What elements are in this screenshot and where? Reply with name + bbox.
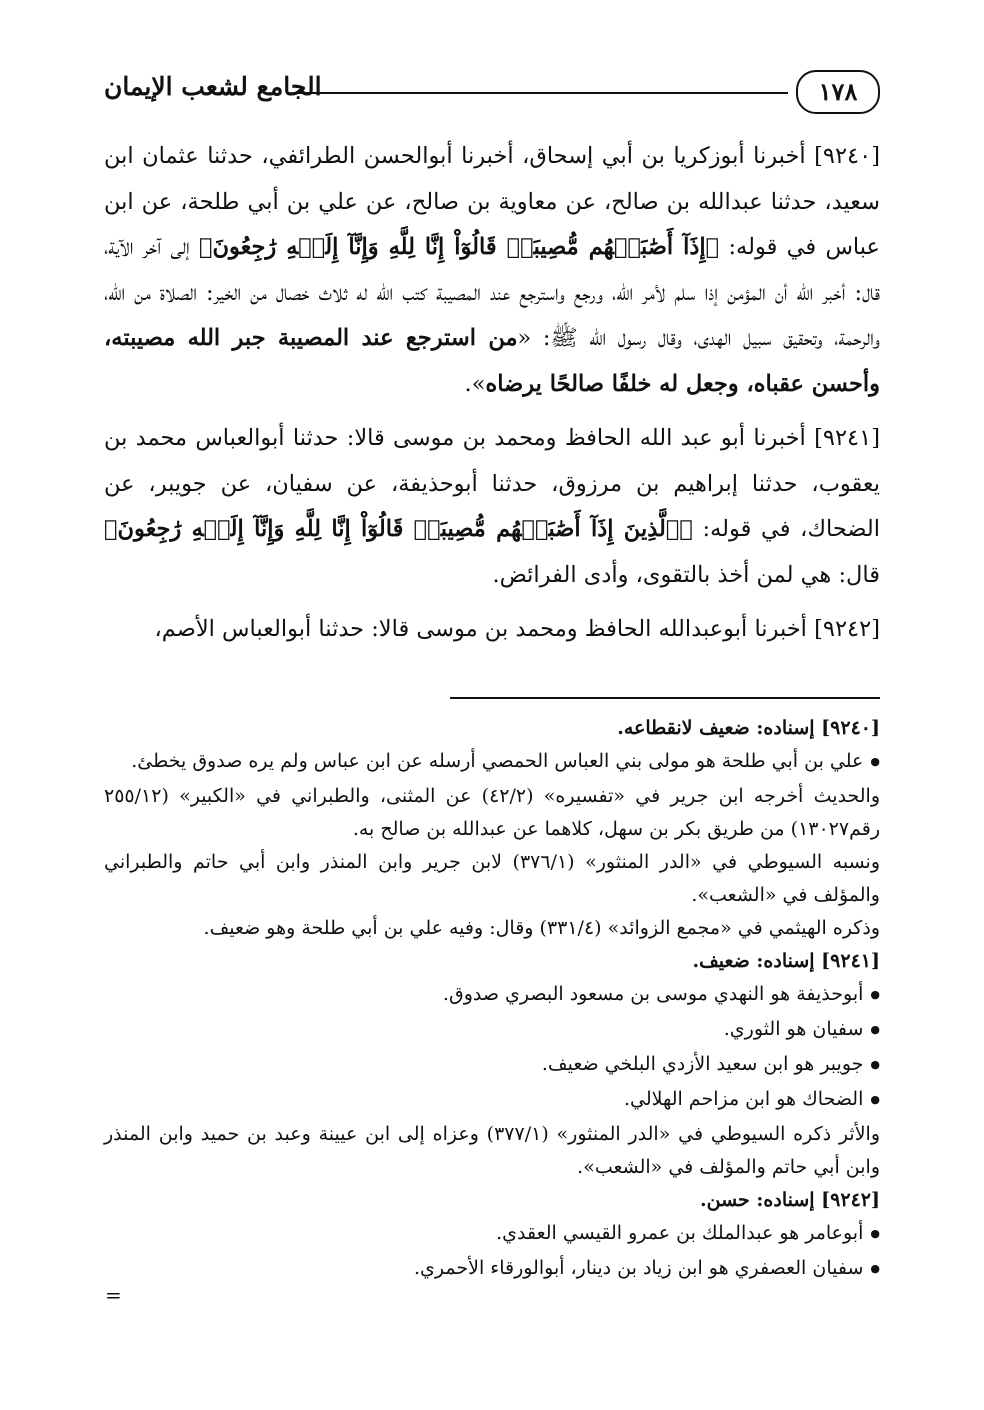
quran-verse: ﴿ٱلَّذِينَ إِذَآ أَصَٰبَتۡهُم مُّصِيبَةٞ قَالُوٓاْ إِنَّا لِلَّهِ وَإِنَّآ إِلَيۡهِ رَٰجِعُونَ﴾ <box>104 516 693 542</box>
text-segment: قال: هي لمن أخذ بالتقوى، وأدى الفرائض. <box>492 561 880 588</box>
footnote-line: والحديث أخرجه ابن جرير في «تفسيره» (٤٢/٢) عن المثنى، والطبراني في «الكبير» (٢٥٥/١٢ رقم١٣٠٢٧) من طريق بكر بن سهل، كلاهما عن عبدالله بن صالح به. <box>104 785 880 840</box>
footnote-heading-9240: [٩٢٤٠] إسناده: ضعيف لانقطاعه. <box>617 717 880 739</box>
footnote-bullet: ● أبوحذيفة هو النهدي موسى بن مسعود البصري صدوق. <box>104 978 880 1013</box>
text-segment: إلى آخر الآية، قال: أخبر الله أن المؤمن إذا سلم لأمر الله، ورجع واسترجع عند المصيبة كتب الله له ثلاث خصال من الخير: الصلاة من الله، والرحمة، وتحقيق سبيل الهدى، وقال رسول الله ﷺ: « <box>104 234 880 351</box>
footnote-line: والأثر ذكره السيوطي في «الدر المنثور» (٣٧٧/١) وعزاه إلى ابن عيينة وعبد بن حميد وابن المنذر وابن أبي حاتم والمؤلف في «الشعب». <box>104 1123 880 1178</box>
hadith-number: [٩٢٤٢] <box>814 616 880 642</box>
header-rule <box>294 92 788 94</box>
footnote-bullet: ● سفيان العصفري هو ابن زياد بن دينار، أبوالورقاء الأحمري. <box>104 1252 880 1287</box>
hadith-number: [٩٢٤٠] <box>814 143 880 169</box>
text-segment: أخبرنا أبوعبدالله الحافظ ومحمد بن موسى قالا: حدثنا أبوالعباس الأصم، <box>154 616 815 642</box>
continuation-mark: = <box>105 1283 122 1307</box>
footnote-bullet: ● سفيان هو الثوري. <box>104 1013 880 1048</box>
paragraph-9241 <box>104 416 880 598</box>
text-segment: أخبرنا أبوزكريا بن أبي إسحاق، أخبرنا أبوالحسن الطرائفي، حدثنا عثمان ابن سعيد، حدثنا عبدالله بن صالح، عن معاوية بن صالح، عن علي بن أبي طلحة، عن ابن عباس في قوله: <box>104 143 880 260</box>
text-segment: ». <box>464 370 486 397</box>
footnote-line: ونسبه السيوطي في «الدر المنثور» (٣٧٦/١) لابن جرير وابن المنذر وابن أبي حاتم والطبراني والمؤلف في «الشعب». <box>104 851 880 906</box>
page-number: ١٧٨ <box>796 70 880 114</box>
paragraph-9240 <box>104 134 880 407</box>
footnote-separator <box>450 697 880 699</box>
footnote-line: وذكره الهيثمي في «مجمع الزوائد» (٣٣١/٤) وقال: وفيه علي بن أبي طلحة وهو ضعيف. <box>203 917 880 939</box>
footnotes <box>104 712 880 1287</box>
text-segment: أخبرنا أبو عبد الله الحافظ ومحمد بن موسى قالا: حدثنا أبوالعباس محمد بن يعقوب، حدثنا إبراهيم بن مرزوق، حدثنا أبوحذيفة، عن سفيان، عن جويبر، عن الضحاك، في قوله: <box>104 425 880 542</box>
paragraph-9242 <box>104 607 880 653</box>
book-title: الجامع لشعب الإيمان <box>104 72 322 101</box>
hadith-quote: من استرجع عند المصيبة جبر الله مصيبته، وأحسن عقباه، وجعل له خلفًا صالحًا يرضاه <box>104 325 880 397</box>
hadith-number: [٩٢٤١] <box>814 425 880 451</box>
footnote-bullet: ● الضحاك هو ابن مزاحم الهلالي. <box>104 1083 880 1118</box>
footnote-heading-9241: [٩٢٤١] إسناده: ضعيف. <box>692 950 880 972</box>
page-header <box>104 62 880 122</box>
footnote-bullet: ● علي بن أبي طلحة هو مولى بني العباس الحمصي أرسله عن ابن عباس ولم يره صدوق يخطئ. <box>104 745 880 780</box>
footnote-bullet: ● جويبر هو ابن سعيد الأزدي البلخي ضعيف. <box>104 1048 880 1083</box>
quran-verse: ﴿إِذَآ أَصَٰبَتۡهُم مُّصِيبَةٞ قَالُوٓاْ إِنَّا لِلَّهِ وَإِنَّآ إِلَيۡهِ رَٰجِعُونَ﴾ <box>198 234 720 260</box>
main-text <box>104 134 880 662</box>
footnote-bullet: ● أبوعامر هو عبدالملك بن عمرو القيسي العقدي. <box>104 1217 880 1252</box>
footnote-heading-9242: [٩٢٤٢] إسناده: حسن. <box>700 1189 880 1211</box>
